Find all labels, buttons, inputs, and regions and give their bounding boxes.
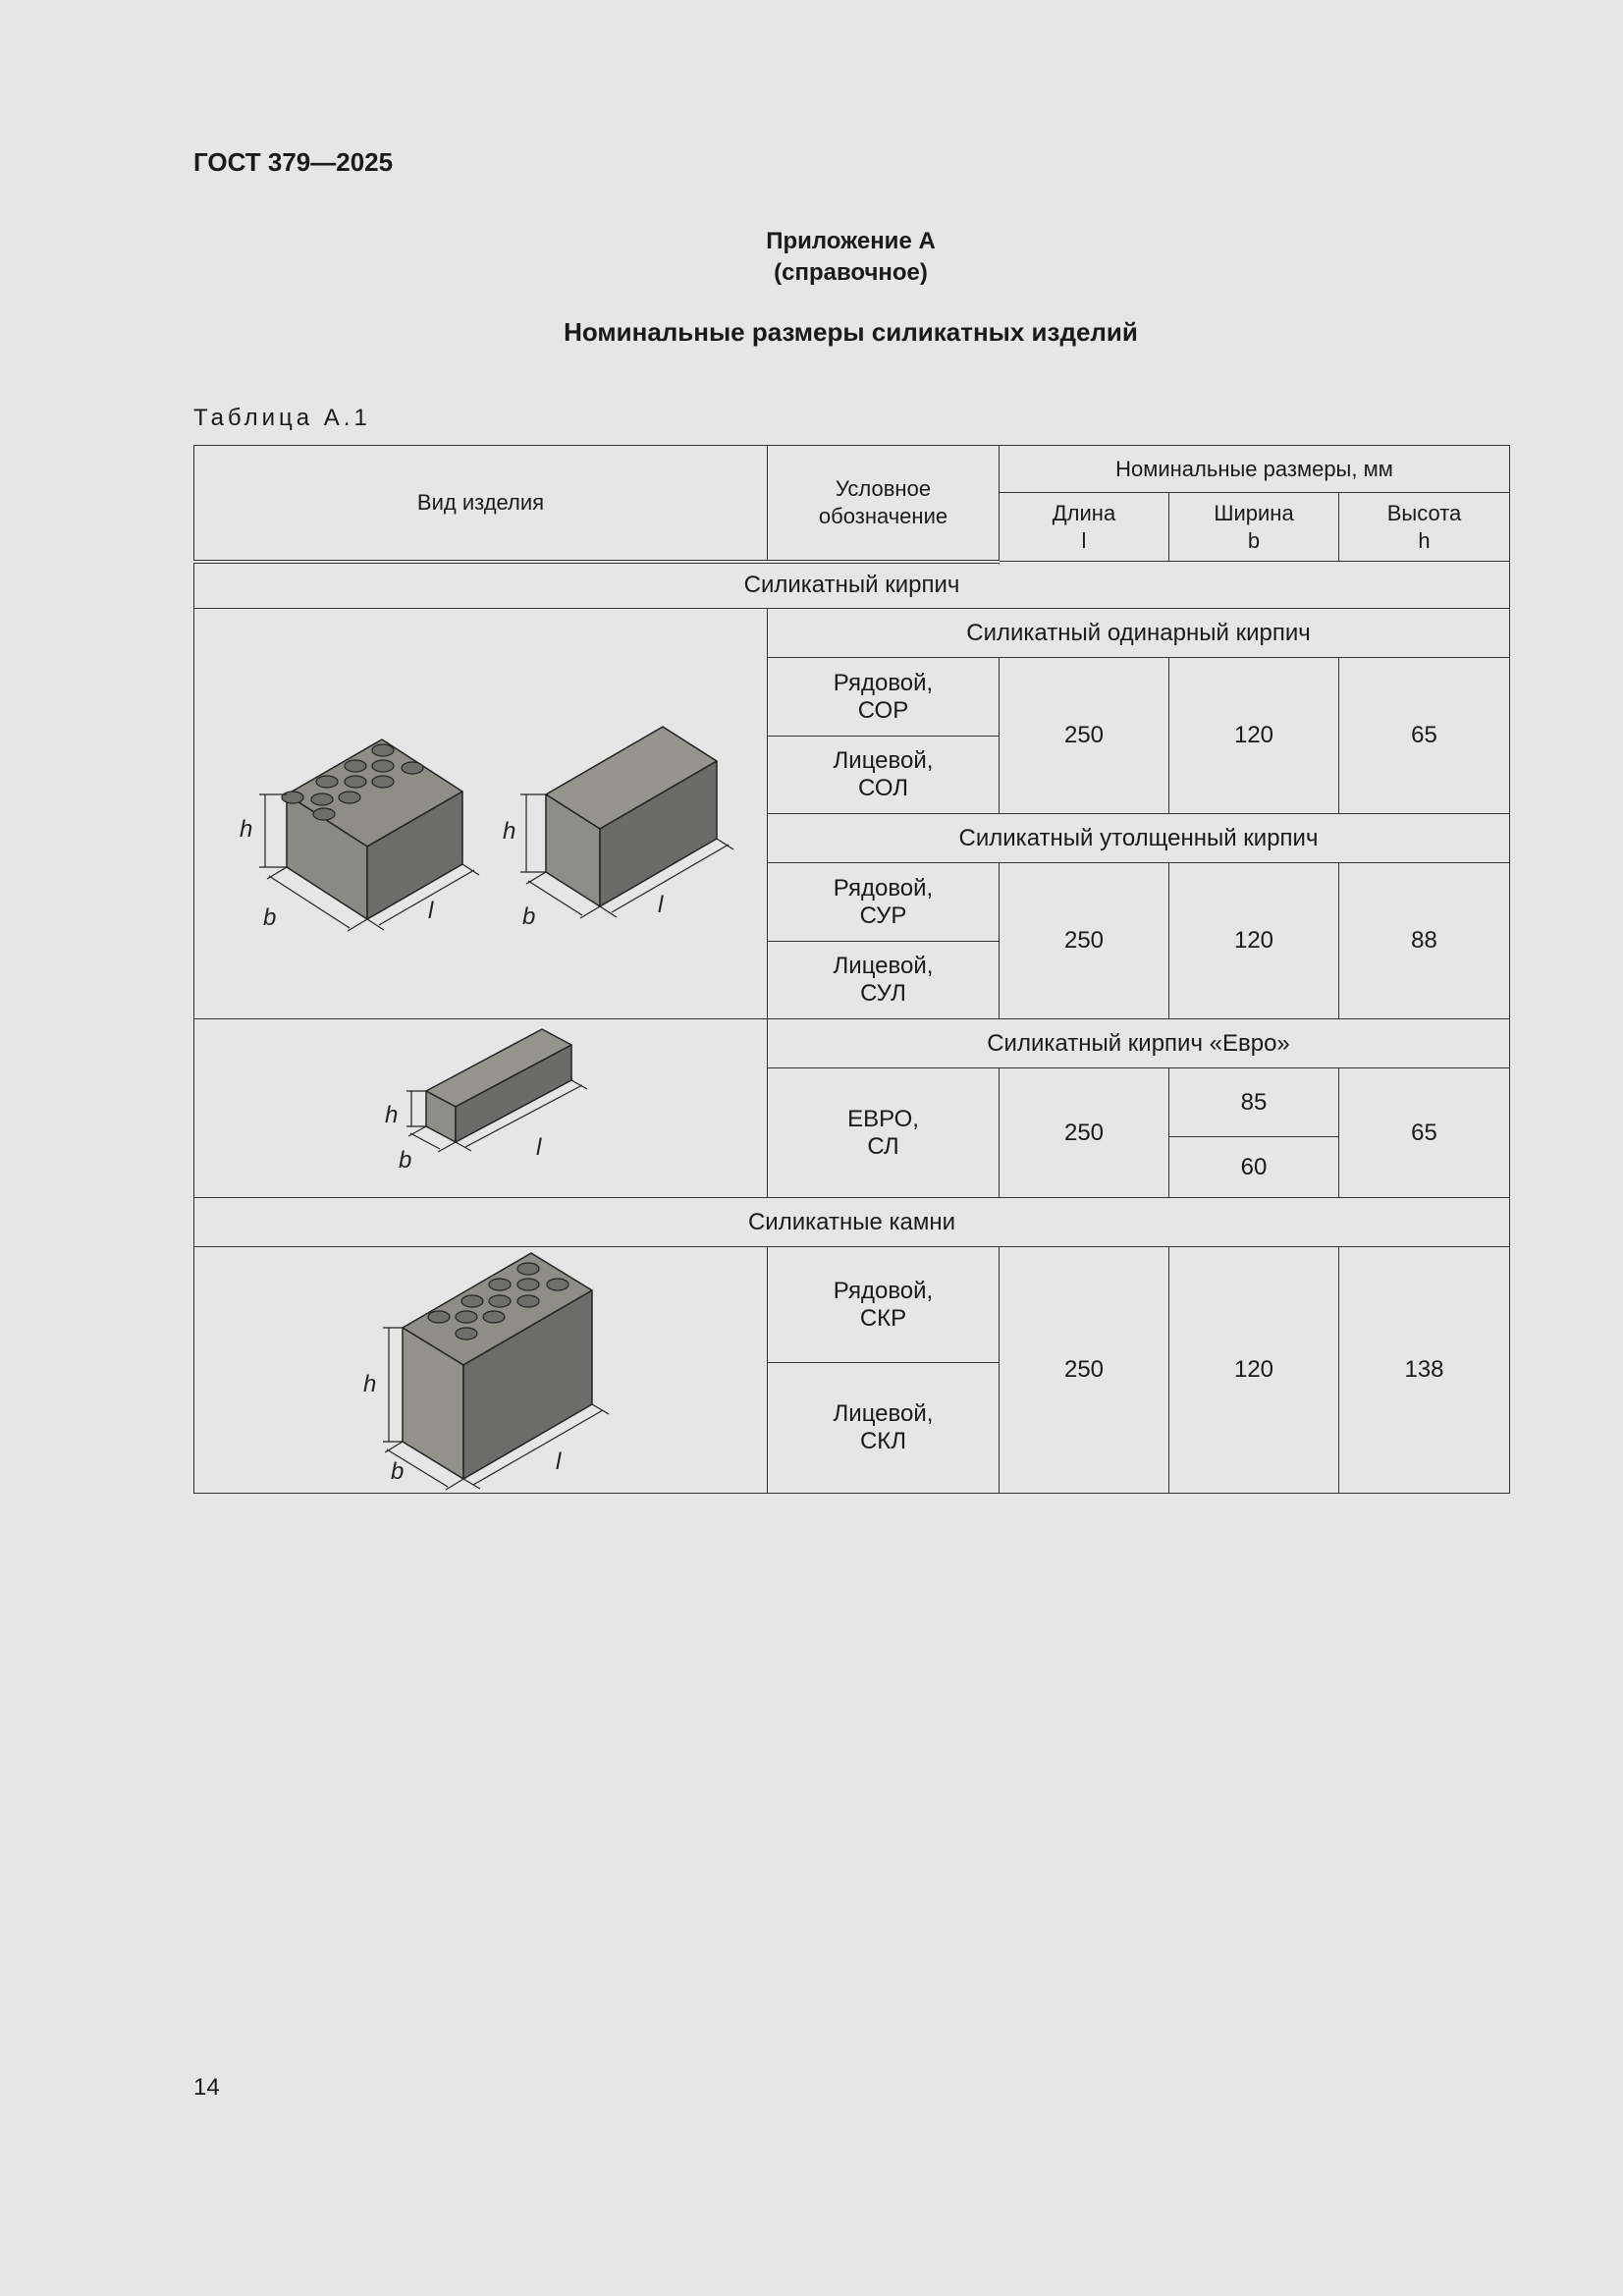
designation-line1: Лицевой, [833, 747, 934, 774]
dim-l-label: l [657, 891, 663, 918]
dimensions-table [193, 445, 1510, 1494]
section-title: Силикатный кирпич [194, 562, 1510, 609]
height-value: 88 [1339, 863, 1510, 1019]
header-product: Вид изделия [194, 446, 768, 562]
designation-line2: СКР [859, 1304, 907, 1332]
designation-cell [768, 1068, 1000, 1198]
document-title: Номинальные размеры силикатных изделий [564, 317, 1138, 347]
designation-cell [768, 737, 1000, 814]
designation-cell [768, 658, 1000, 737]
width-value: 85 [1169, 1068, 1339, 1137]
dim-b-label: b [398, 1147, 411, 1174]
header-height-symbol: h [1418, 527, 1431, 553]
group-title: Силикатный одинарный кирпич [768, 609, 1510, 658]
designation-cell [768, 1247, 1000, 1363]
header-width-symbol: b [1247, 527, 1261, 553]
brick-drawings-cell [194, 609, 768, 1019]
header-nominal-sizes: Номинальные размеры, мм [1000, 446, 1510, 493]
section-title: Силикатные камни [194, 1198, 1510, 1247]
appendix-heading [0, 226, 1623, 289]
stone-drawing-cell [194, 1247, 768, 1494]
designation-line1: Лицевой, [833, 1400, 934, 1427]
page-number: 14 [193, 2074, 220, 2101]
length-value: 250 [1000, 863, 1169, 1019]
header-height [1339, 493, 1510, 562]
designation-cell [768, 1363, 1000, 1494]
height-value: 138 [1339, 1247, 1510, 1494]
dim-b-label: b [521, 902, 535, 930]
width-value: 120 [1169, 1247, 1339, 1494]
appendix-title: Приложение А [766, 228, 936, 254]
header-designation: Условное обозначение [768, 446, 1000, 562]
width-value: 120 [1169, 863, 1339, 1019]
header-height-label: Высота [1386, 500, 1462, 525]
table-caption: Таблица А.1 [193, 405, 371, 431]
dim-h-label: h [384, 1102, 398, 1128]
length-value: 250 [1000, 658, 1169, 814]
designation-line1: ЕВРО, [847, 1105, 919, 1132]
length-value: 250 [1000, 1068, 1169, 1198]
width-value: 60 [1169, 1137, 1339, 1198]
length-value: 250 [1000, 1247, 1169, 1494]
designation-line2: СОР [857, 696, 909, 724]
designation-line1: Лицевой, [833, 953, 934, 979]
designation-line1: Рядовой, [833, 669, 934, 696]
dim-h-label: h [239, 815, 252, 843]
header-width-label: Ширина [1214, 500, 1294, 525]
euro-brick-drawing [206, 1022, 756, 1194]
dim-l-label: l [535, 1134, 541, 1161]
header-length-symbol: l [1081, 527, 1087, 553]
appendix-type: (справочное) [774, 259, 928, 286]
designation-cell [768, 942, 1000, 1019]
designation-line2: СОЛ [858, 775, 908, 801]
header-length-label: Длина [1052, 500, 1116, 525]
designation-line2: СУЛ [860, 980, 906, 1007]
group-title: Силикатный кирпич «Евро» [768, 1019, 1510, 1068]
dim-l-label: l [427, 897, 433, 924]
dim-l-label: l [555, 1449, 561, 1475]
designation-line2: СУР [859, 902, 907, 929]
height-value: 65 [1339, 1068, 1510, 1198]
designation-line1: Рядовой, [833, 1277, 934, 1304]
brick-drawings [206, 667, 756, 961]
dim-h-label: h [502, 817, 515, 845]
dim-b-label: b [262, 903, 276, 931]
header-width [1169, 493, 1339, 562]
width-value: 120 [1169, 658, 1339, 814]
dim-h-label: h [362, 1371, 376, 1397]
euro-brick-drawing-cell [194, 1019, 768, 1198]
height-value: 65 [1339, 658, 1510, 814]
doc-code: ГОСТ 379—2025 [193, 147, 394, 177]
group-title: Силикатный утолщенный кирпич [768, 814, 1510, 863]
header-length [1000, 493, 1169, 562]
designation-line1: Рядовой, [833, 874, 934, 902]
stone-drawing [206, 1247, 756, 1493]
designation-line2: СЛ [867, 1132, 899, 1160]
designation-cell [768, 863, 1000, 942]
dim-b-label: b [390, 1458, 404, 1485]
designation-line2: СКЛ [859, 1428, 907, 1454]
